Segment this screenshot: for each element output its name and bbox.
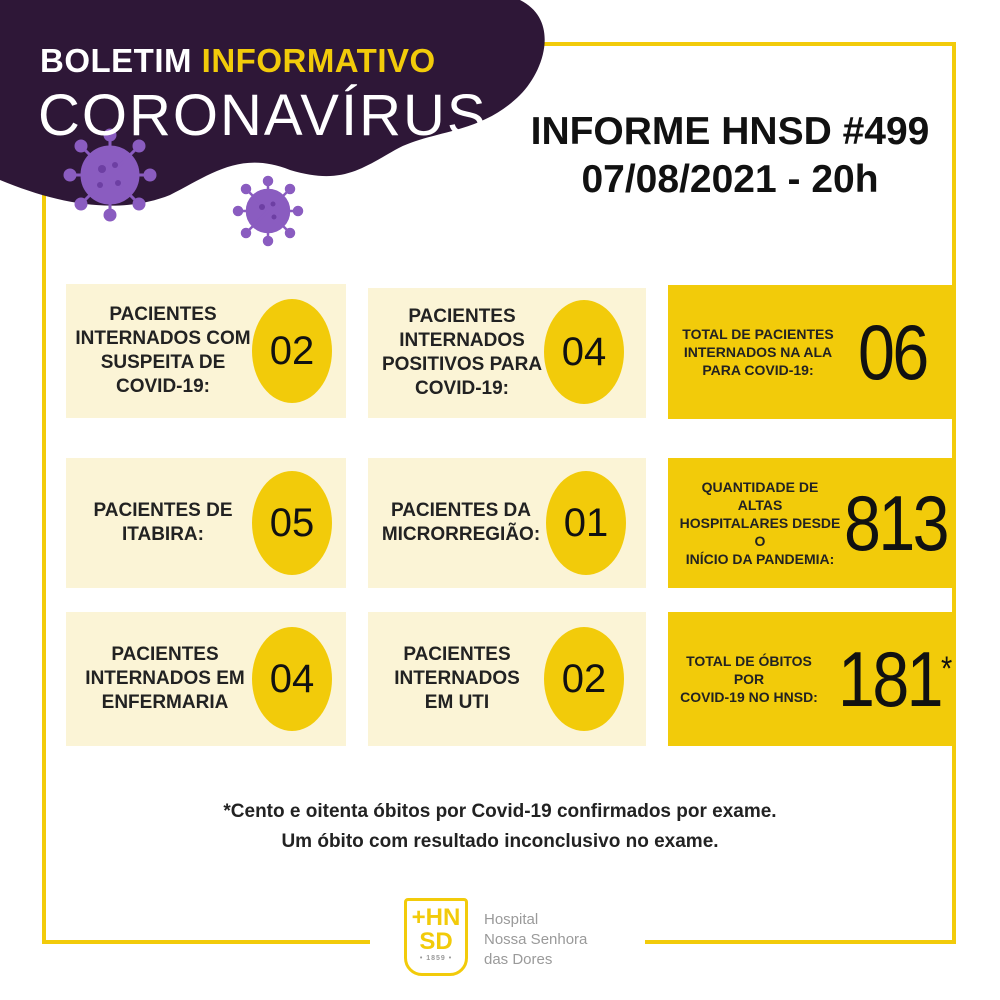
card-label	[372, 458, 550, 588]
informativo-word: INFORMATIVO	[201, 42, 436, 79]
label-line: PARA COVID-19:	[702, 362, 814, 378]
hospital-name-line: Nossa Senhora	[484, 931, 588, 948]
total-number: 181	[838, 634, 941, 723]
card-label	[72, 612, 258, 746]
card-label	[678, 458, 842, 588]
logo-year: • 1859 •	[419, 955, 453, 962]
card-itabira	[66, 458, 346, 588]
card-label	[72, 284, 254, 418]
card-label	[678, 285, 838, 419]
label-line: INTERNADOS	[394, 668, 520, 689]
label-line: INTERNADOS	[399, 330, 525, 351]
label-line: PACIENTES	[109, 304, 217, 325]
label-line: QUANTIDADE DE ALTAS	[701, 479, 819, 513]
total-number: 06	[858, 307, 927, 396]
label-line: PACIENTES DA	[390, 500, 532, 521]
value-circle: 05	[252, 471, 332, 575]
altas-card	[668, 458, 956, 588]
label-line: INÍCIO DA PANDEMIA:	[685, 551, 835, 567]
boletim-heading	[40, 42, 436, 80]
obitos-card	[668, 612, 956, 746]
total-ala-card	[668, 285, 956, 419]
value-circle: 02	[544, 627, 624, 731]
label-line: TOTAL DE ÓBITOS POR	[686, 653, 812, 687]
value-circle: 04	[252, 627, 332, 731]
label-line: PACIENTES	[408, 306, 516, 327]
hospital-name-line: das Dores	[484, 951, 553, 968]
card-label	[674, 612, 824, 746]
label-line: TOTAL DE PACIENTES	[682, 326, 834, 342]
logo-mark-bottom: SD	[419, 928, 453, 955]
hnsd-logo	[404, 898, 468, 976]
footnote	[60, 797, 940, 857]
card-microrregiao	[368, 458, 646, 588]
label-line: POSITIVOS PARA	[381, 354, 543, 375]
value-circle: 01	[546, 471, 626, 575]
value-circle: 04	[544, 300, 624, 404]
total-value	[858, 285, 927, 419]
informe-heading	[510, 108, 950, 204]
total-value	[844, 458, 947, 588]
label-line: MICRORREGIÃO:	[381, 524, 541, 545]
hospital-name-line: Hospital	[484, 911, 539, 928]
coronavirus-heading: CORONAVÍRUS	[38, 83, 488, 148]
hospital-name	[484, 910, 587, 970]
label-line: PACIENTES	[403, 644, 511, 665]
label-line: INTERNADOS NA ALA	[683, 344, 833, 360]
card-label	[372, 288, 552, 418]
label-line: PACIENTES	[111, 644, 219, 665]
card-positivos	[368, 288, 646, 418]
label-line: INTERNADOS EM	[85, 668, 245, 689]
boletim-word: BOLETIM	[40, 42, 192, 79]
card-uti	[368, 612, 646, 746]
logo-mark-top: +HN	[411, 904, 461, 931]
label-line: ITABIRA:	[122, 524, 204, 545]
card-enfermaria	[66, 612, 346, 746]
card-suspeita	[66, 284, 346, 418]
informe-date: 07/08/2021 - 20h	[581, 158, 879, 201]
value-circle: 02	[252, 299, 332, 403]
total-value	[838, 612, 952, 746]
label-line: SUSPEITA DE	[100, 352, 226, 373]
label-line: HOSPITALARES DESDE O	[679, 515, 841, 549]
footnote-line: *Cento e oitenta óbitos por Covid-19 confirmados por exame.	[223, 801, 777, 822]
label-line: INTERNADOS COM	[75, 328, 251, 349]
informe-number: INFORME HNSD #499	[530, 110, 930, 153]
virus-icon	[232, 175, 304, 247]
total-mark: *	[940, 649, 953, 688]
label-line: PACIENTES DE	[93, 500, 233, 521]
card-label	[372, 612, 542, 746]
total-number: 813	[844, 478, 947, 567]
label-line: COVID-19 NO HNSD:	[680, 689, 818, 705]
label-line: COVID-19:	[415, 378, 509, 399]
label-line: EM UTI	[424, 692, 490, 713]
card-label	[72, 458, 254, 588]
footnote-line: Um óbito com resultado inconclusivo no exame.	[281, 831, 719, 852]
label-line: ENFERMARIA	[101, 692, 229, 713]
label-line: COVID-19:	[116, 376, 210, 397]
